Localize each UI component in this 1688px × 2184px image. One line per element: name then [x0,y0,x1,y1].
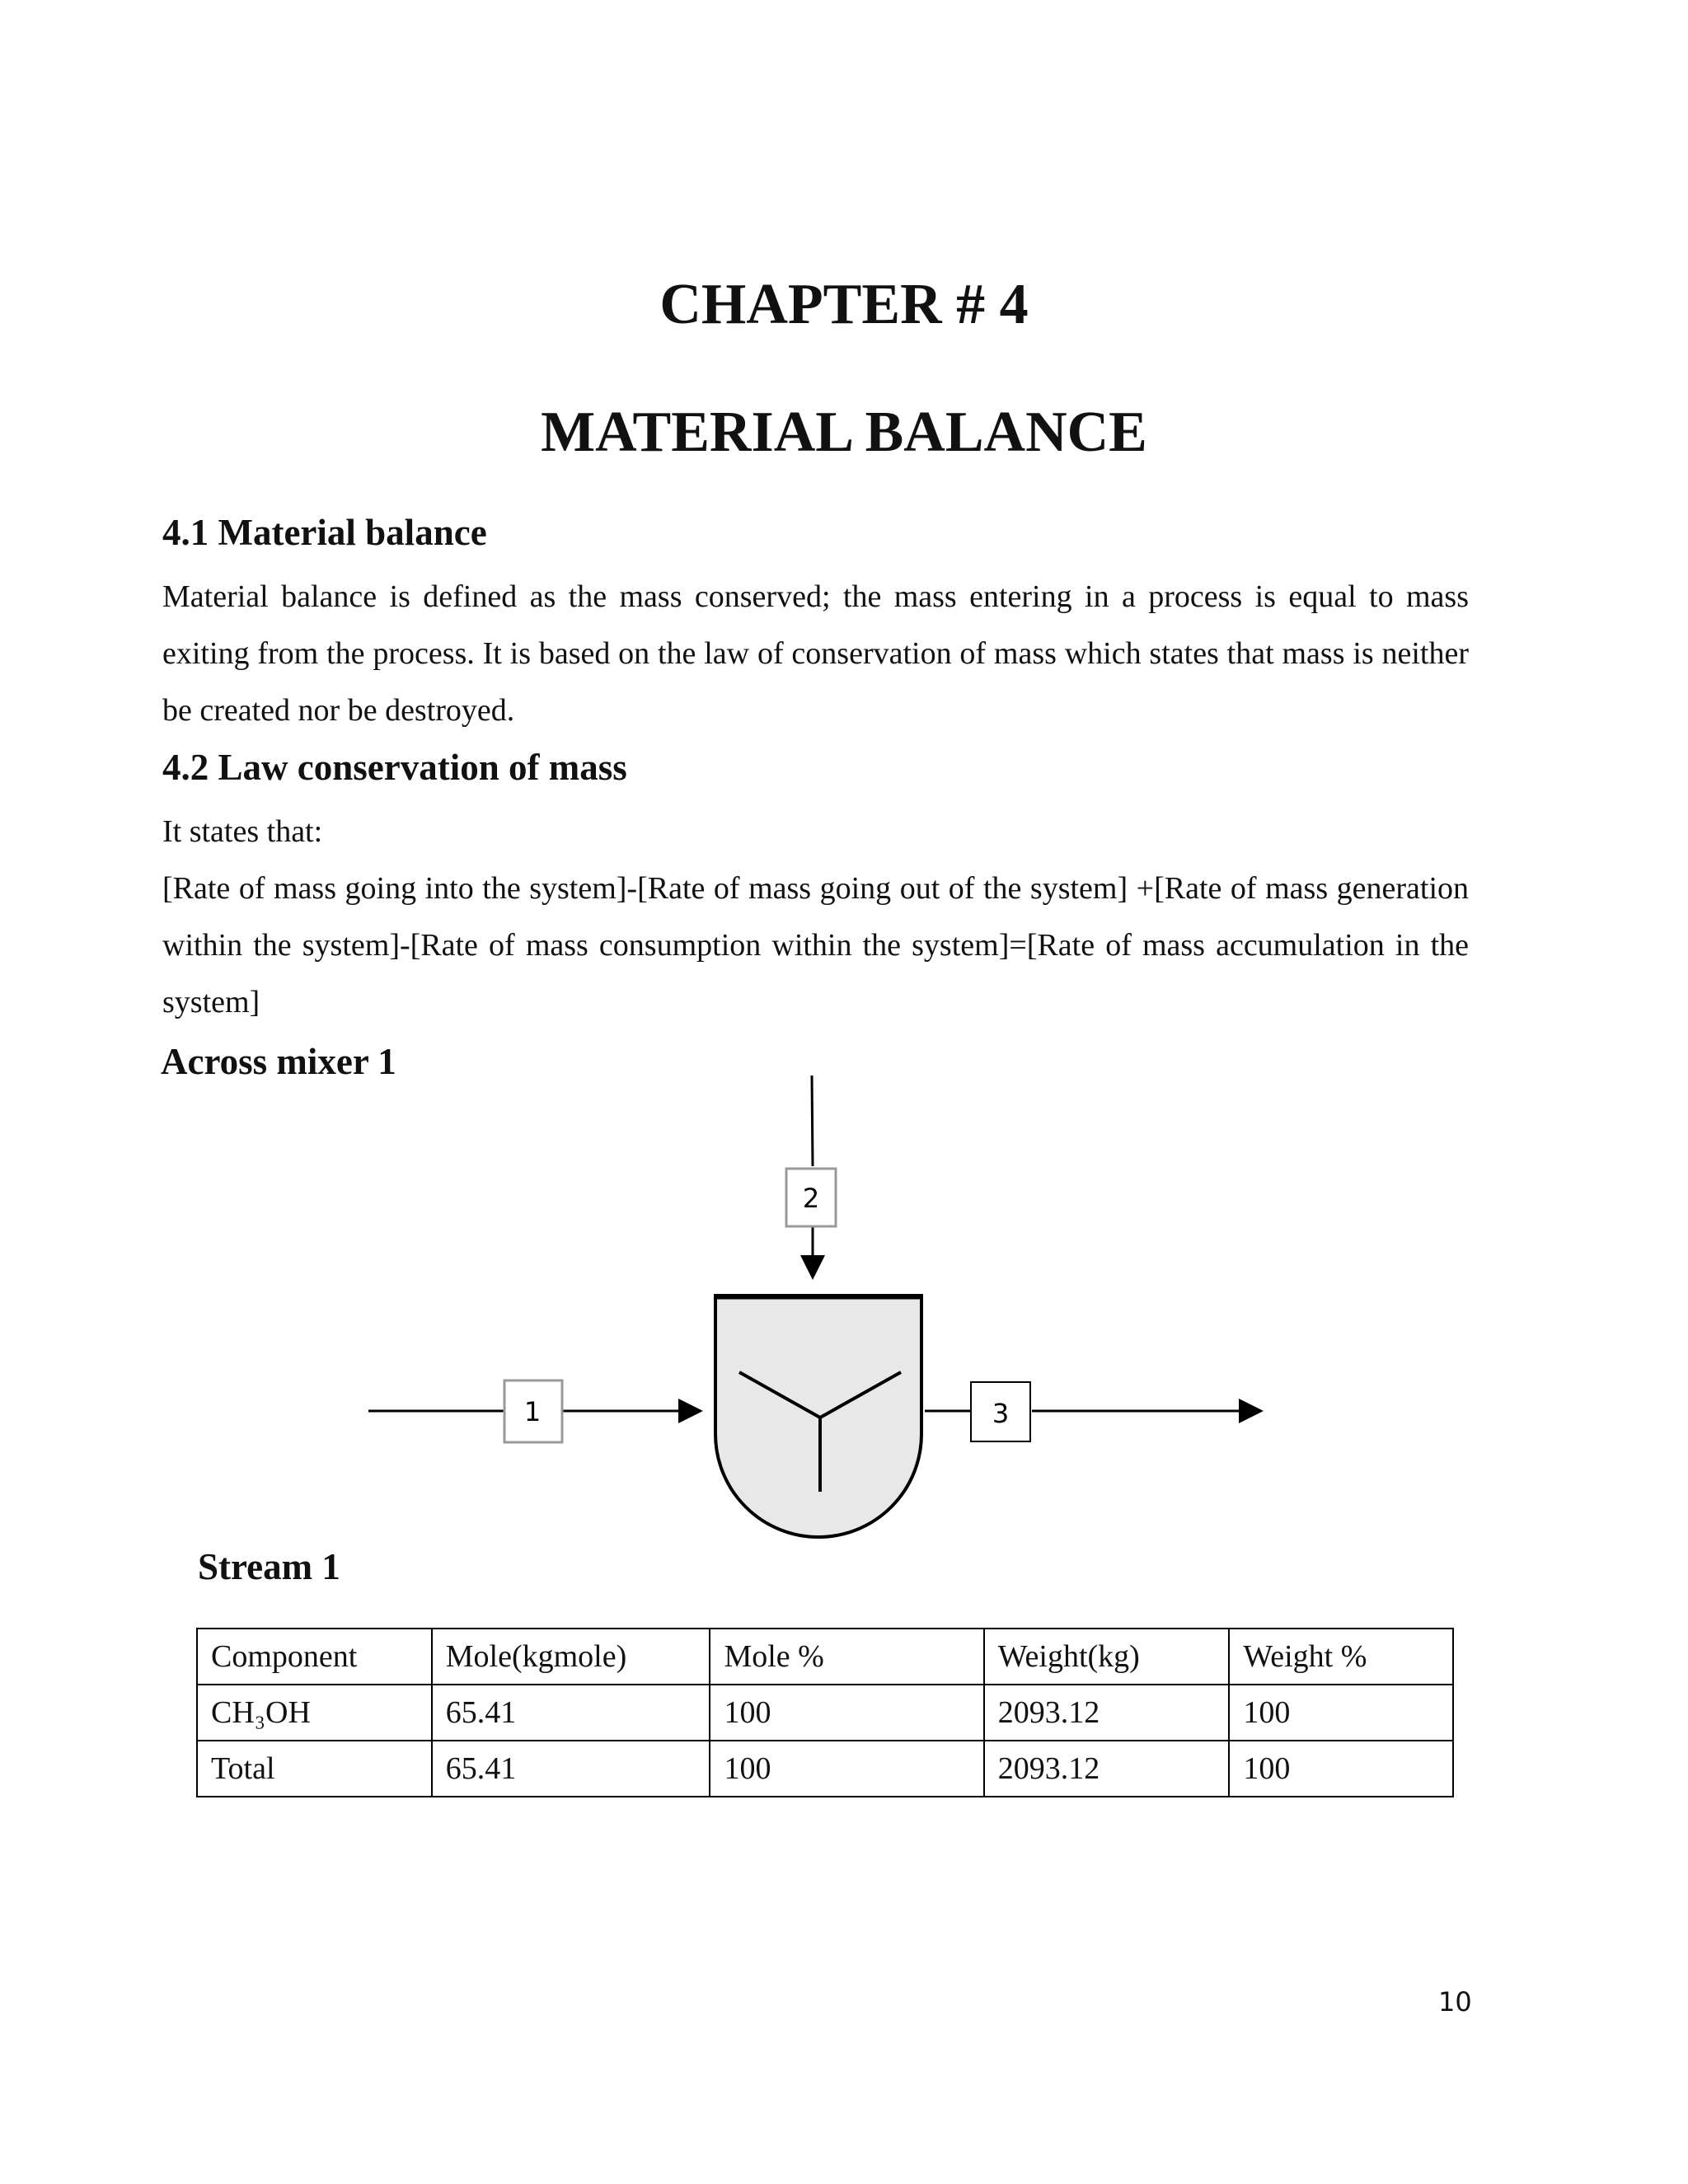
page-number: 10 [1438,1986,1472,2018]
header-cell: Mole % [710,1629,983,1685]
page-title: MATERIAL BALANCE [541,401,1147,464]
table-cell: 2093.12 [984,1685,1230,1741]
table-row [197,1685,1453,1741]
header-cell: Weight % [1229,1629,1453,1685]
table-row [197,1741,1453,1797]
stream-2-label: 2 [802,1183,820,1214]
table-cell: 100 [1229,1685,1453,1741]
stream-1-label: 1 [523,1396,542,1427]
section-heading-4-2: 4.2 Law conservation of mass [162,747,627,788]
section-intro-4-2: It states that: [162,814,323,849]
table-cell: 2093.12 [984,1741,1230,1797]
section-body-4-2: [Rate of mass going into the system]-[Rate of mass going out of the system] +[Rate of mass generation within the system]-[Rate of mass consumption within the system]=[Rate of mass accumulation in the system] [162,871,1469,1019]
mixer-diagram [0,1047,1688,1541]
header-cell: Weight(kg) [984,1629,1230,1685]
table-cell: 100 [710,1685,983,1741]
stream-1-title: Stream 1 [198,1546,340,1587]
table-cell: 100 [1229,1741,1453,1797]
stream-3-label: 3 [992,1398,1010,1429]
stream-1-table [196,1628,1454,1797]
table-header-row [197,1629,1453,1685]
header-cell: Mole(kgmole) [432,1629,710,1685]
mixer-heading: Across mixer 1 [161,1041,396,1082]
header-cell: Component [197,1629,432,1685]
table-cell: 100 [710,1741,983,1797]
chapter-heading: CHAPTER # 4 [659,273,1029,336]
table-cell: 65.41 [432,1685,710,1741]
stream-2-line-top [812,1076,813,1166]
section-heading-4-1: 4.1 Material balance [162,512,487,553]
section-body-4-1: Material balance is defined as the mass conserved; the mass entering in a process is equal to mass exiting from the process. It is based on the law of conservation of mass which states that mass is neither be created nor be destroyed. [162,579,1469,728]
table-cell: Total [197,1741,432,1797]
table-cell: CH₃OH [197,1685,432,1741]
table-cell: 65.41 [432,1741,710,1797]
